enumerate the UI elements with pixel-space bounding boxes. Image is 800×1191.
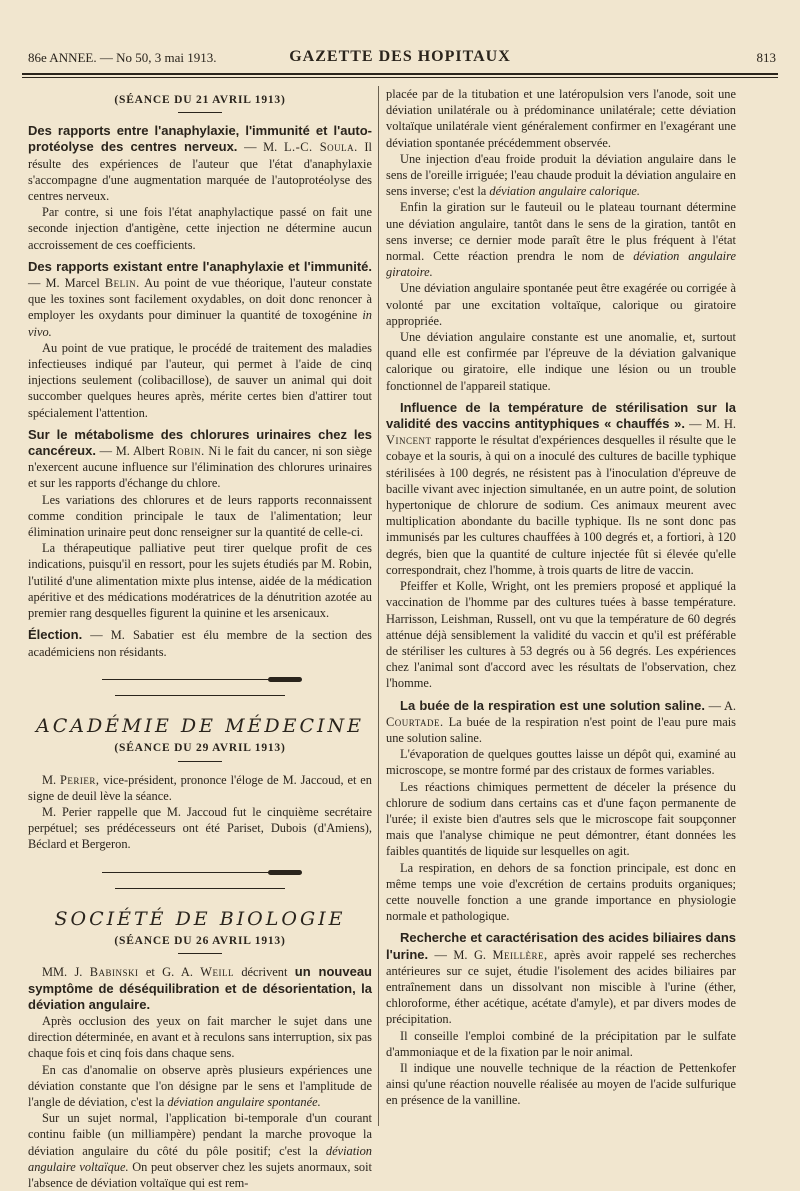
paragraph: Il indique une nouvelle technique de la réaction de Pettenkofer ainsi qu'une réaction nouvelle réalisée au moyen de l'acide sulfurique en présence de la vanilline. xyxy=(386,1060,736,1108)
article-title: Des rapports existant entre l'anaphylaxie et l'immunité. xyxy=(28,258,372,274)
ornament-divider xyxy=(28,672,372,704)
author: Vincent xyxy=(386,433,432,448)
author: Perier, xyxy=(60,772,100,787)
author: Robin. xyxy=(168,444,205,459)
article-title: Élection. xyxy=(28,627,83,643)
article-anaphylaxie-proteolyse: Des rapports entre l'anaphylaxie, l'immunité et l'auto-protéolyse des centres nerveux. — M. L.-C. Soula. Il résulte des expériences de l'auteur que l'état d'anaphylaxie s'accompagne d'une augmentation marquée de l'autoprotéolyse des centres nerveux. xyxy=(28,123,372,204)
paragraph: Les réactions chimiques permettent de déceler la présence du chlorure de sodium dans certains cas et d'une façon permanente de l'urée; il existe bien d'autres sels que le microscope fait soupçonner mais que l'analyse chimique ne peut démontrer, étant données les faibles quantités de liquide sur lesquelles on agit. xyxy=(386,779,736,859)
paragraph: Après occlusion des yeux on fait marcher le sujet dans une direction déterminée, en avant et à reculons sans interruption, six pas chaque fois et cinq fois dans chaque sens. xyxy=(28,1013,372,1061)
paragraph: Les variations des chlorures et de leurs rapports reconnaissent comme condition principale le taux de l'alimentation; leur élimination urinaire peut donc renseigner sur la quantité de celle-ci. xyxy=(28,492,372,540)
author: Weill xyxy=(200,965,234,980)
paragraph: Une déviation angulaire spontanée peut être exagérée ou corrigée à volonté par une excitation voltaïque, calorique ou giratoire appropriée. xyxy=(386,281,736,328)
ornament-divider xyxy=(28,865,372,897)
article-election: Élection. — M. Sabatier est élu membre de la section des académiciens non résidants. xyxy=(28,627,372,659)
paragraph: En cas d'anomalie on observe après plusieurs expériences une déviation constante que l'on désigne par le sens et l'amplitude de l'angle de déviation, c'est la déviation angulaire spontanée. xyxy=(28,1062,372,1109)
article-chlorures: Sur le métabolisme des chlorures urinaires chez les cancéreux. — M. Albert Robin. Ni le fait du cancer, ni son siège n'exercent aucune influence sur l'élimination des chlorures urinaires et sur les rapports d'échange du chlore. xyxy=(28,426,372,491)
paragraph: La respiration, en dehors de sa fonction principale, est donc en même temps une voie d'excrétion de certains produits organiques; cette nouvelle fonction a une grande importance en physiologie normale et pathologique. xyxy=(386,860,736,924)
issue-info: 86e ANNEE. — No 50, 3 mai 1913. xyxy=(28,50,217,65)
article-deviation-angulaire: MM. J. Babinski et G. A. Weill décrivent un nouveau symptôme de déséquilibration et de désorientation, la déviation angulaire. xyxy=(28,964,372,1012)
paragraph: Au point de vue pratique, le procédé de traitement des maladies infectieuses indiqué par l'auteur, qui permet à l'aide de cinq injections seulement (colibacillose), de sauver un animal qui doit succomber quelques heures après, mérite certes bien d'attirer tout spécialement l'attention. xyxy=(28,340,372,420)
header-rule-thin xyxy=(22,77,778,78)
article-anaphylaxie-immunite: Des rapports existant entre l'anaphylaxie et l'immunité. — M. Marcel Belin. Au point de vue théorique, l'auteur constate que les toxines sont facilement oxydables, on doit donc renoncer à employer les oxydants pour diminuer la quantité de toxogénine in vivo. xyxy=(28,258,372,339)
paragraph: M. Perier, vice-président, prononce l'éloge de M. Jaccoud, et en signe de deuil lève la séance. xyxy=(28,772,372,803)
seance-heading: (SÉANCE DU 26 AVRIL 1913) xyxy=(114,935,286,948)
header-rule xyxy=(22,73,778,75)
short-rule xyxy=(178,761,222,762)
running-header xyxy=(22,46,778,68)
paragraph: Une déviation angulaire constante est une anomalie, et, surtout quand elle est confirmée par l'épreuve de la déviation galvanique calorique ou giratoire, elle indique une lésion ou un trouble fonctionnel de l'appareil statique. xyxy=(386,330,736,393)
article-title: Des rapports entre l'anaphylaxie, l'immunité et l'auto-protéolyse des centres nerveux. xyxy=(28,123,372,155)
paragraph: L'évaporation de quelques gouttes laisse un dépôt qui, examiné au microscope, se montre formé par des cristaux de formes variables. xyxy=(386,747,736,778)
author: Babinski xyxy=(89,965,139,980)
author: L.-C. Soula. xyxy=(283,140,358,155)
author: Belin. xyxy=(104,276,140,291)
seance-heading: (SÉANCE DU 21 AVRIL 1913) xyxy=(114,94,286,106)
paragraph: placée par de la titubation et une latéropulsion vers l'anode, soit une déviation unilatérale ou à prédominance unilatérale; cette déviation voltaïque unilatérale vient généralement confirmer en l'exagérant une déviation spontanée précédemment observée. xyxy=(386,87,736,150)
paragraph: Pfeiffer et Kolle, Wright, ont les premiers proposé et appliqué la vaccination de l'homme par des cultures tuées à basse température. Harrisson, Leishman, Russell, ont vu que la température de 60 degrés atténue déjà sensiblement la validité du vaccin et qu'il est préférable de stériliser les cultures à 53 degrés ou à 56 degrés. Les expériences chez l'animal sont d'accord avec les résultats de l'observation, chez l'homme. xyxy=(386,579,736,691)
short-rule xyxy=(178,953,222,954)
author: Courtade. xyxy=(386,714,444,729)
paragraph: Enfin la giration sur le fauteuil ou le plateau tournant détermine une déviation angulaire, tantôt dans le sens de la giration, tantôt en sens inverse; ce dernier mode paraît être le plus fréquent à l'état normal. Cette réaction prendra le nom de déviation angulaire giratoire. xyxy=(386,200,736,280)
section-title-academie: ACADÉMIE DE MÉDECINE xyxy=(35,715,365,738)
article-title: La buée de la respiration est une solution saline. xyxy=(400,697,705,713)
article-title: Sur le métabolisme des chlorures urinaires chez les cancéreux. xyxy=(28,426,372,459)
left-column xyxy=(28,86,372,1191)
section-title-societe: SOCIÉTÉ DE BIOLOGIE xyxy=(54,907,346,930)
paragraph: La thérapeutique palliative peut tirer quelque profit de ces indications, puisqu'il en ressort, pour les sujets étudiés par M. Robin, l'utilité d'une alimentation mixte plus intense, aidée de la médication apéritive et des médications modératrices de la dénutrition azotée au premier rang desquelles figurent la quinine et les arsenicaux. xyxy=(28,541,372,621)
article-title: Influence de la température de stérilisation sur la validité des vaccins antityphiques « chauffés ». xyxy=(386,399,736,432)
article-vaccins-antityphiques: Influence de la température de stérilisation sur la validité des vaccins antityphiques « chauffés ». — M. H. Vincent rapporte le résultat d'expériences desquelles il résulte que le cobaye et la souris, à qui on a inoculé des cultures de bacille typhique stérilisées à 100 degrés, ne résistent pas à l'inoculation d'épreuve de bacille vivant avec injection simultanée, en un autre point, de solution hypertonique de chlorure de sodium. Ces animaux meurent avec multiplication abondante du bacille typhique. Ils ne sont donc pas immunisés par les cultures chauffées à 100 degrés et, a fortiori, à 120 degrés, bien que la quantité de culture injectée fût si élevée qu'elle correspondrait, chez l'homme, à trois quarts de litre de vaccin. xyxy=(386,399,736,577)
paragraph: Une injection d'eau froide produit la déviation angulaire dans le sens de l'oreille irriguée; l'eau chaude produit la déviation angulaire en sens inverse; c'est la déviation angulaire calorique. xyxy=(386,151,736,199)
page-number: 813 xyxy=(756,50,776,65)
column-divider xyxy=(378,86,379,1126)
article-title: un nouveau symptôme de déséquilibration et de désorientation, la déviation angulaire. xyxy=(28,964,372,1012)
short-rule xyxy=(178,112,222,113)
right-column xyxy=(386,86,736,1109)
article-acides-biliaires: Recherche et caractérisation des acides biliaires dans l'urine. — M. G. Meillère, après avoir rappelé ses recherches antérieures sur ce sujet, étudie l'isolement des acides biliaires par entraînement dans un dissolvant non miscible à l'urine (éther, chloroforme, éther acétique, acétate d'amyle), et par divers modes de précipitation. xyxy=(386,930,736,1027)
article-buee-respiration: La buée de la respiration est une solution saline. — A. Courtade. La buée de la respiration n'est point de l'eau pure mais une solution saline. xyxy=(386,697,736,745)
paragraph: Sur un sujet normal, l'application bi-temporale d'un courant continu faible (un milliampère) pendant la marche provoque la déviation angulaire du côté du pôle positif; c'est la déviation angulaire voltaïque. On peut observer chez les sujets anormaux, soit l'absence de déviation voltaïque qui est rem- xyxy=(28,1111,372,1190)
paragraph: Par contre, si une fois l'état anaphylactique passé on fait une seconde injection d'antigène, cette injection ne détermine aucun accroissement de ces coefficients. xyxy=(28,205,372,252)
paragraph: Il conseille l'emploi combiné de la précipitation par le sulfate d'ammoniaque et de la fixation par le noir animal. xyxy=(386,1028,736,1059)
journal-title: GAZETTE DES HOPITAUX xyxy=(289,48,511,65)
seance-heading: (SÉANCE DU 29 AVRIL 1913) xyxy=(114,742,286,755)
paragraph: M. Perier rappelle que M. Jaccoud fut le cinquième secrétaire perpétuel; ses prédécesseurs ont été Pariset, Dubois (d'Amiens), Béclard et Bergeron. xyxy=(28,804,372,852)
author: Meillère, xyxy=(492,947,548,962)
article-title: Recherche et caractérisation des acides biliaires dans l'urine. xyxy=(386,930,736,962)
